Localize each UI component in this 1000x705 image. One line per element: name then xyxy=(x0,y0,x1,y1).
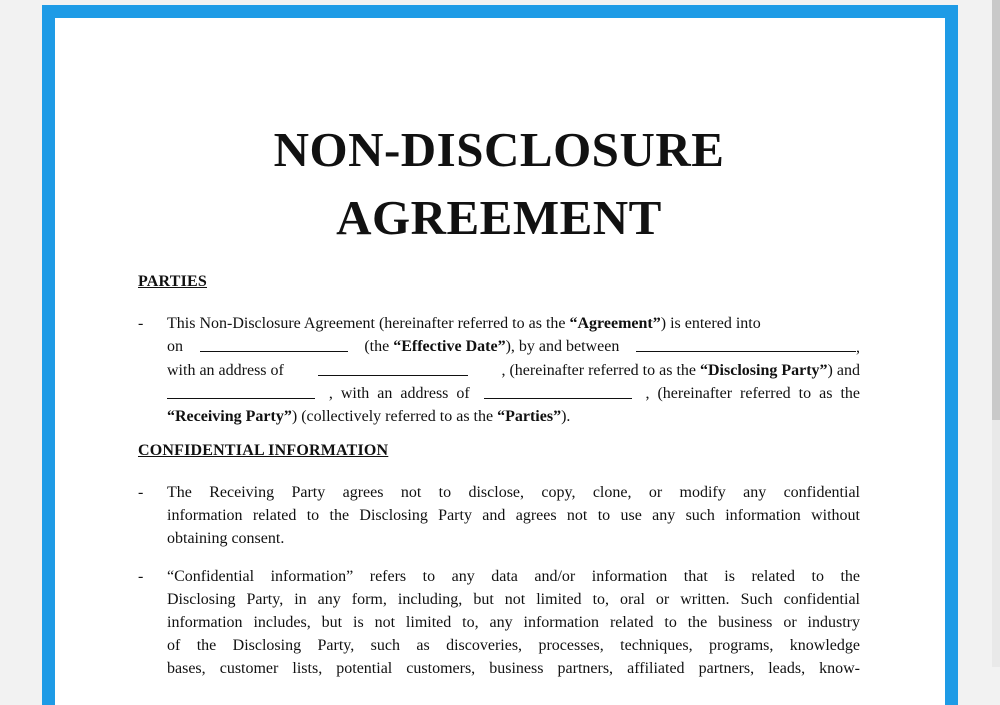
document-page xyxy=(42,5,958,705)
text-line xyxy=(167,565,860,588)
text-line xyxy=(167,588,860,611)
text-run: ) (collectively referred to as the xyxy=(291,408,498,425)
text-run: information includes, but is not limited to, any information related to the business or industry xyxy=(167,614,860,631)
vertical-scrollbar[interactable] xyxy=(992,0,1000,667)
text-run: , xyxy=(855,339,860,356)
section-heading-confidential-information: CONFIDENTIAL INFORMATION xyxy=(138,442,389,459)
term-agreement: “Agreement” xyxy=(569,315,661,332)
text-run: bases, customer lists, potential customers, business partners, affiliated partners, leads, know- xyxy=(167,660,860,677)
blank-receiving-party-name[interactable] xyxy=(167,382,315,399)
section-heading-parties: PARTIES xyxy=(138,273,208,290)
text-run: This Non-Disclosure Agreement (hereinafter referred to as the xyxy=(167,315,570,332)
bullet-dash: - xyxy=(138,484,144,501)
parties-line-5 xyxy=(167,405,860,428)
text-run: with an address of xyxy=(167,362,284,379)
parties-paragraph xyxy=(167,312,860,428)
blank-disclosing-party-name[interactable] xyxy=(636,335,856,352)
text-run: of the Disclosing Party, such as discoveries, processes, techniques, programs, knowledge xyxy=(167,637,860,654)
text-run: information related to the Disclosing Party and agrees not to use any such information without xyxy=(167,507,860,524)
term-effective-date: “Effective Date” xyxy=(393,338,506,355)
title-line-2: AGREEMENT xyxy=(336,190,662,245)
text-line xyxy=(167,634,860,657)
text-line xyxy=(167,481,860,504)
text-line xyxy=(167,504,860,527)
term-receiving-party: “Receiving Party” xyxy=(167,408,292,425)
parties-line-1 xyxy=(167,312,860,335)
document-title xyxy=(138,116,860,252)
text-run: (the xyxy=(364,338,394,355)
text-run: , (hereinafter referred to as the xyxy=(501,362,700,379)
text-run: The Receiving Party agrees not to disclose, copy, clone, or modify any confidential xyxy=(167,484,860,501)
scrollbar-thumb[interactable] xyxy=(992,0,1000,420)
text-run: ). xyxy=(561,408,571,425)
text-run: , (hereinafter referred to as the xyxy=(645,385,860,402)
text-run: “Confidential information” refers to any data and/or information that is related to the xyxy=(167,568,860,585)
blank-effective-date[interactable] xyxy=(200,335,348,352)
blank-disclosing-party-address[interactable] xyxy=(318,359,468,376)
bullet-dash: - xyxy=(138,315,144,332)
text-line: obtaining consent. xyxy=(167,530,285,547)
confidential-paragraph-2 xyxy=(167,565,860,680)
blank-receiving-party-address[interactable] xyxy=(484,382,632,399)
title-line-1: NON-DISCLOSURE xyxy=(273,122,725,177)
text-run: ), by and between xyxy=(505,338,620,355)
text-run: on xyxy=(167,338,183,355)
text-run: , with an address of xyxy=(328,385,470,402)
text-line xyxy=(167,611,860,634)
parties-line-2 xyxy=(167,335,860,359)
parties-line-3 xyxy=(167,359,860,382)
bullet-dash: - xyxy=(138,568,144,585)
text-run: ) is entered into xyxy=(660,315,761,332)
parties-line-4 xyxy=(167,382,860,405)
text-run: Disclosing Party, in any form, including, but not limited to, oral or written. Such confidential xyxy=(167,591,860,608)
confidential-paragraph-1 xyxy=(167,481,860,550)
term-disclosing-party: “Disclosing Party” xyxy=(700,362,828,379)
term-parties: “Parties” xyxy=(497,408,562,425)
text-run: ) and xyxy=(827,362,860,379)
text-line xyxy=(167,657,860,680)
